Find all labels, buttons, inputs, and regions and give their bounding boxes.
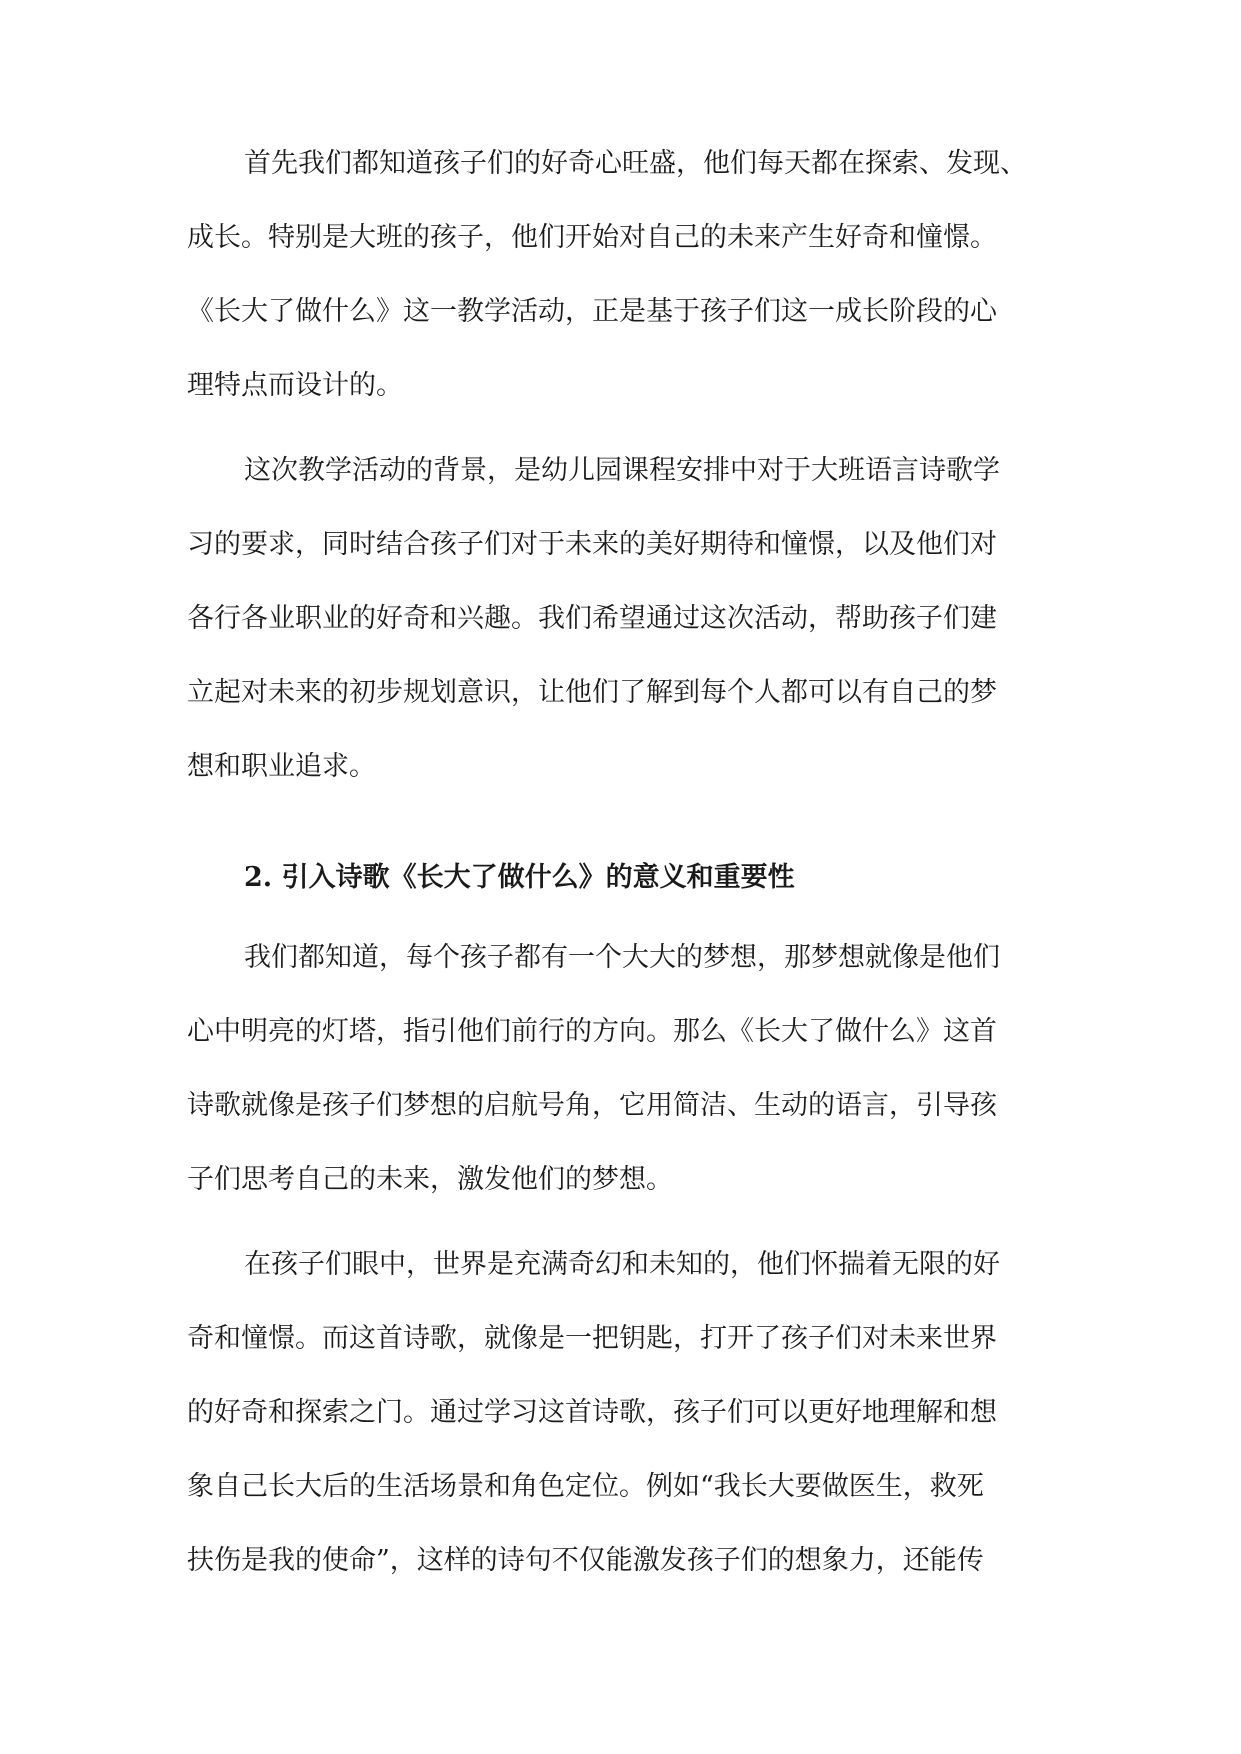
paragraph-line: 诗歌就像是孩子们梦想的启航号角，它用简洁、生动的语言，引导孩 <box>187 1090 997 1121</box>
paragraph-line: 习的要求，同时结合孩子们对于未来的美好期待和憧憬，以及他们对 <box>187 529 997 560</box>
paragraph-line: 立起对未来的初步规划意识，让他们了解到每个人都可以有自己的梦 <box>187 677 997 708</box>
paragraph-line: 扶伤是我的使命”，这样的诗句不仅能激发孩子们的想象力，还能传 <box>187 1545 984 1576</box>
paragraph-line: 理特点而设计的。 <box>187 370 403 401</box>
paragraph-line: 《长大了做什么》这一教学活动，正是基于孩子们这一成长阶段的心 <box>187 296 997 327</box>
paragraph-line: 象自己长大后的生活场景和角色定位。例如“我长大要做医生，救死 <box>187 1471 984 1502</box>
paragraph-line: 我们都知道，每个孩子都有一个大大的梦想，那梦想就像是他们 <box>244 942 1000 973</box>
paragraph-line: 成长。特别是大班的孩子，他们开始对自己的未来产生好奇和憧憬。 <box>187 222 997 253</box>
paragraph-line: 想和职业追求。 <box>187 751 376 782</box>
paragraph-line: 这次教学活动的背景，是幼儿园课程安排中对于大班语言诗歌学 <box>244 455 1000 486</box>
paragraph-line: 在孩子们眼中，世界是充满奇幻和未知的，他们怀揣着无限的好 <box>244 1249 1000 1280</box>
paragraph-line: 心中明亮的灯塔，指引他们前行的方向。那么《长大了做什么》这首 <box>187 1016 997 1047</box>
paragraph-line: 的好奇和探索之门。通过学习这首诗歌，孩子们可以更好地理解和想 <box>187 1397 997 1428</box>
paragraph-line: 各行各业职业的好奇和兴趣。我们希望通过这次活动，帮助孩子们建 <box>187 603 997 634</box>
section-heading: 2. 引入诗歌《长大了做什么》的意义和重要性 <box>244 862 795 893</box>
paragraph-line: 子们思考自己的未来，激发他们的梦想。 <box>187 1164 673 1195</box>
paragraph-line: 首先我们都知道孩子们的好奇心旺盛，他们每天都在探索、发现、 <box>244 148 1027 179</box>
paragraph-line: 奇和憧憬。而这首诗歌，就像是一把钥匙，打开了孩子们对未来世界 <box>187 1323 997 1354</box>
